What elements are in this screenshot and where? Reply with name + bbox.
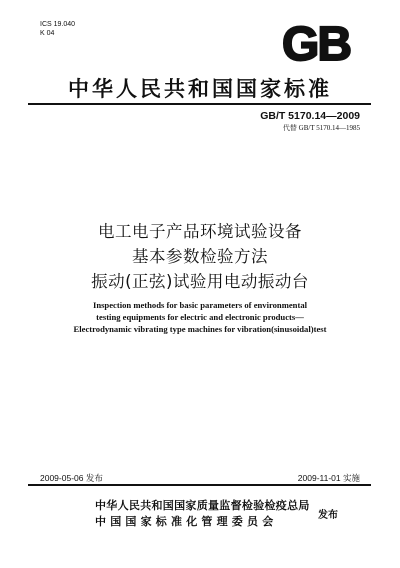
- replaces-code: 代替 GB/T 5170.14—1985: [282, 124, 360, 132]
- title-cn-line1: 电工电子产品环境试验设备: [98, 222, 302, 241]
- bottom-divider: [28, 484, 371, 486]
- implement-date: 2009-11-01 实施: [297, 473, 360, 483]
- standard-code: GB/T 5170.14—2009: [260, 110, 360, 122]
- issuer-line2: 中国国家标准化管理委员会: [95, 515, 278, 528]
- title-en-line3: Electrodynamic vibrating type machines for vibration(sinusoidal)test: [73, 324, 327, 334]
- top-divider: [28, 103, 371, 105]
- issuer-line1: 中华人民共和国国家质量监督检验检疫总局: [95, 499, 310, 512]
- svg-text:GB: GB: [282, 18, 350, 64]
- standard-title: 中华人民共和国国家标准: [68, 76, 332, 101]
- title-cn-line2: 基本参数检验方法: [132, 247, 268, 266]
- title-cn-line3: 振动(正弦)试验用电动振动台: [91, 272, 309, 291]
- title-en-line2: testing equipments for electric and electronic products—: [96, 312, 304, 322]
- title-en-line1: Inspection methods for basic parameters of environmental: [92, 300, 308, 310]
- ics-code: ICS 19.040: [40, 21, 76, 28]
- ics-block: [40, 20, 75, 38]
- publish-label: 发布: [318, 510, 338, 521]
- category-code: K 04: [40, 30, 55, 37]
- publish-date: 2009-05-06 发布: [40, 473, 103, 483]
- gb-logo-icon: [278, 18, 354, 64]
